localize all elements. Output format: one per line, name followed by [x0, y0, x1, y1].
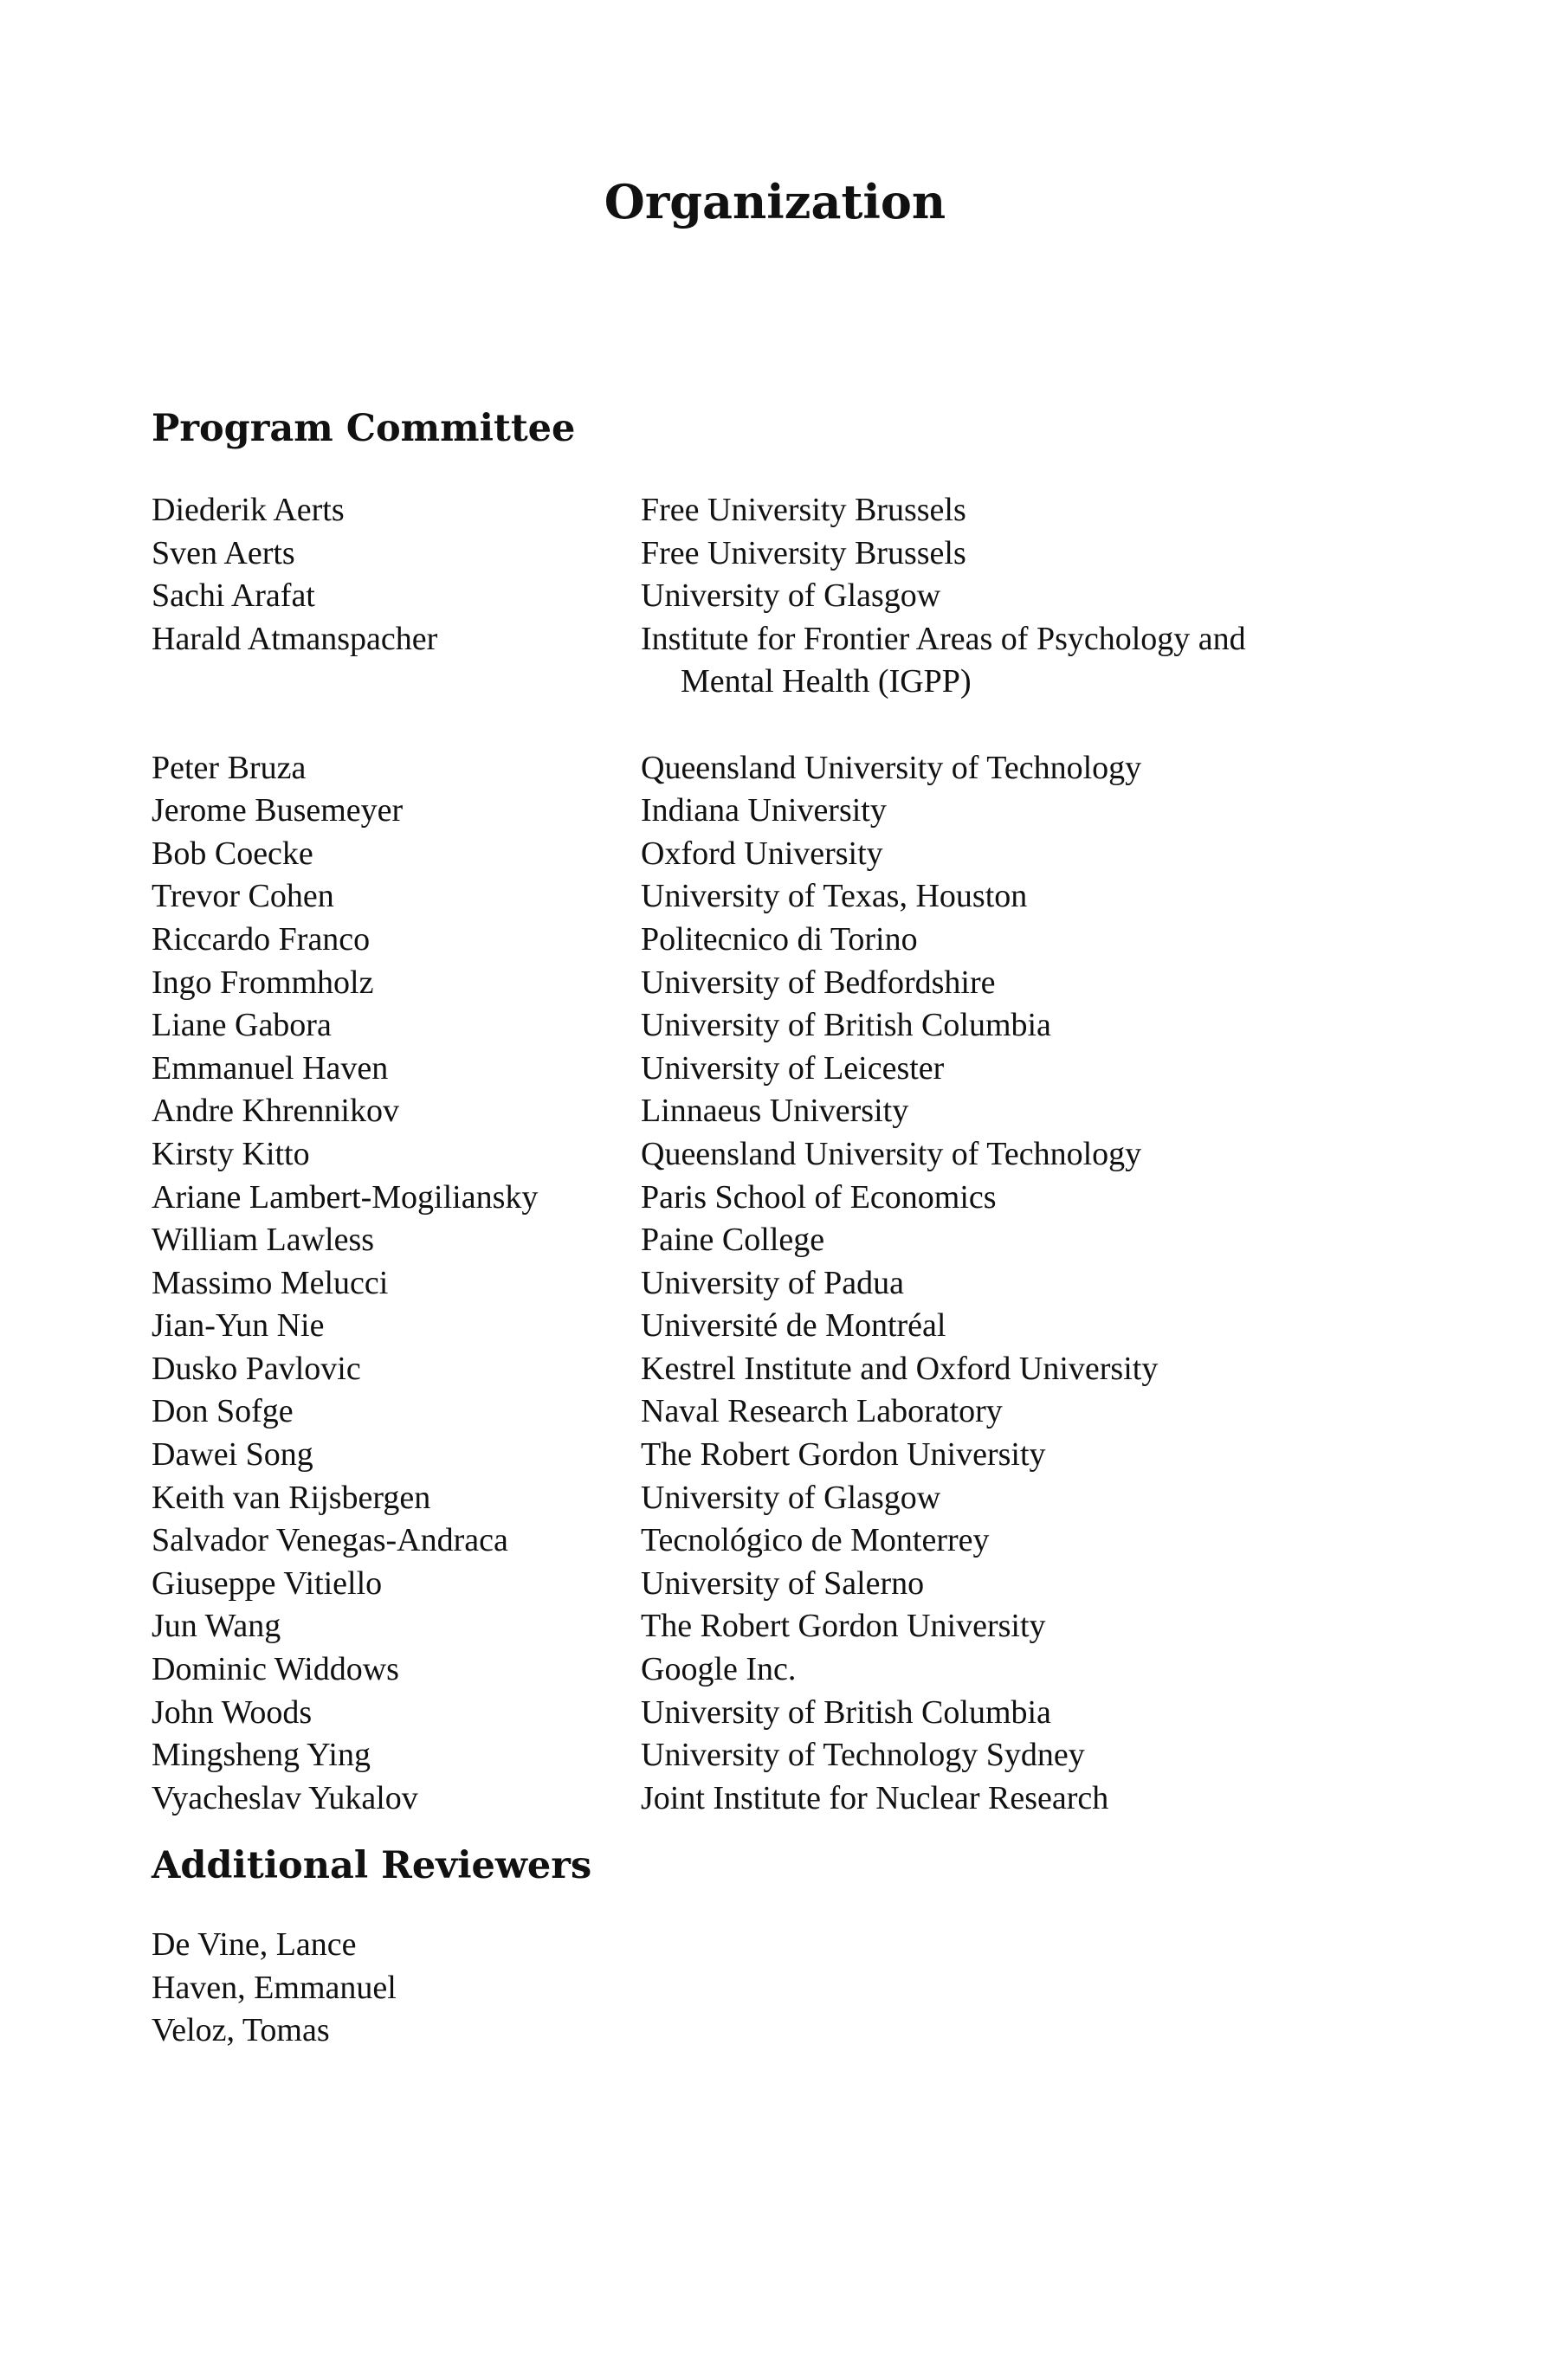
committee-member-row — [152, 1004, 1407, 1048]
committee-member-row — [152, 919, 1407, 962]
member-name: Trevor Cohen — [152, 878, 334, 915]
member-affiliation — [641, 1133, 1407, 1177]
reviewer-name: De Vine, Lance — [152, 1926, 357, 1963]
member-affiliation — [641, 875, 1407, 919]
committee-member-row — [152, 1692, 1407, 1735]
affiliation-line: Joint Institute for Nuclear Research — [641, 1779, 1109, 1816]
affiliation-line: Paris School of Economics — [641, 1178, 997, 1216]
committee-member-row — [152, 833, 1407, 876]
committee-member-row — [152, 1734, 1407, 1777]
committee-member-row — [152, 1305, 1407, 1348]
affiliation-line: University of British Columbia — [641, 1693, 1051, 1731]
reviewer-name: Haven, Emmanuel — [152, 1969, 397, 2006]
committee-member-row — [152, 1262, 1407, 1306]
committee-member-row — [152, 1219, 1407, 1262]
affiliation-line: Naval Research Laboratory — [641, 1393, 1003, 1430]
committee-member-row — [152, 790, 1407, 833]
member-name: Sachi Arafat — [152, 577, 315, 615]
affiliation-line: The Robert Gordon University — [641, 1436, 1046, 1474]
member-affiliation — [641, 1692, 1407, 1735]
affiliation-line: Google Inc. — [641, 1651, 797, 1688]
additional-reviewers-heading: Additional Reviewers — [152, 1844, 592, 1887]
affiliation-line: University of Salerno — [641, 1564, 925, 1602]
member-name: Harald Atmanspacher — [152, 620, 438, 657]
affiliation-line: University of Texas, Houston — [641, 878, 1028, 915]
affiliation-line: Politecnico di Torino — [641, 920, 918, 958]
member-affiliation — [641, 1605, 1407, 1648]
member-affiliation — [641, 1477, 1407, 1520]
member-name: Ariane Lambert-Mogiliansky — [152, 1178, 539, 1216]
member-affiliation — [641, 1090, 1407, 1133]
affiliation-line: University of Bedfordshire — [641, 964, 996, 1001]
program-committee-list — [152, 489, 1407, 1820]
member-affiliation — [641, 489, 1407, 532]
affiliation-line: Kestrel Institute and Oxford University — [641, 1350, 1159, 1387]
affiliation-line: University of Glasgow — [641, 577, 941, 615]
member-name: Massimo Melucci — [152, 1264, 389, 1301]
member-affiliation — [641, 1777, 1407, 1821]
member-name: Peter Bruza — [152, 749, 307, 786]
member-affiliation — [641, 962, 1407, 1005]
member-name: Riccardo Franco — [152, 920, 371, 958]
member-affiliation — [641, 1048, 1407, 1091]
member-name: Kirsty Kitto — [152, 1135, 310, 1172]
affiliation-line: Mental Health (IGPP) — [681, 663, 972, 700]
affiliation-line: The Robert Gordon University — [641, 1608, 1046, 1645]
member-name: Mingsheng Ying — [152, 1737, 371, 1774]
member-name: Sven Aerts — [152, 534, 295, 571]
committee-member-row — [152, 575, 1407, 618]
committee-member-row — [152, 1777, 1407, 1821]
committee-member-row — [152, 1090, 1407, 1133]
committee-member-row — [152, 489, 1407, 532]
member-affiliation — [641, 833, 1407, 876]
member-affiliation — [641, 919, 1407, 962]
member-name: Ingo Frommholz — [152, 964, 374, 1001]
member-affiliation — [641, 575, 1407, 618]
member-name: Dusko Pavlovic — [152, 1350, 361, 1387]
member-name: Diederik Aerts — [152, 492, 345, 528]
affiliation-line: University of Padua — [641, 1264, 904, 1301]
member-name: Jun Wang — [152, 1608, 281, 1645]
committee-member-row — [152, 1605, 1407, 1648]
committee-member-row — [152, 1648, 1407, 1692]
committee-member-row — [152, 1390, 1407, 1434]
member-affiliation — [641, 1434, 1407, 1477]
committee-member-row — [152, 962, 1407, 1005]
member-name: Jerome Busemeyer — [152, 792, 404, 829]
member-name: Dominic Widdows — [152, 1651, 399, 1688]
member-affiliation — [641, 1648, 1407, 1692]
affiliation-line: Linnaeus University — [641, 1093, 909, 1130]
affiliation-line: Indiana University — [641, 792, 887, 829]
affiliation-line: University of Glasgow — [641, 1479, 941, 1516]
committee-member-row — [152, 1133, 1407, 1177]
committee-member-row — [152, 532, 1407, 576]
affiliation-line: Institute for Frontier Areas of Psychology and — [641, 620, 1246, 657]
committee-member-row — [152, 1434, 1407, 1477]
committee-member-row — [152, 1519, 1407, 1563]
committee-member-row — [152, 1177, 1407, 1220]
affiliation-line: Free University Brussels — [641, 534, 966, 571]
member-name: Vyacheslav Yukalov — [152, 1779, 418, 1816]
member-name: Andre Khrennikov — [152, 1093, 399, 1130]
member-affiliation — [641, 1219, 1407, 1262]
member-affiliation — [641, 1262, 1407, 1306]
committee-member-row — [152, 1348, 1407, 1391]
member-name: Emmanuel Haven — [152, 1049, 389, 1087]
member-affiliation — [641, 790, 1407, 833]
member-affiliation — [641, 1177, 1407, 1220]
member-name: William Lawless — [152, 1222, 375, 1259]
member-affiliation — [641, 532, 1407, 576]
affiliation-line: Tecnológico de Monterrey — [641, 1522, 990, 1559]
member-affiliation — [641, 1734, 1407, 1777]
member-affiliation — [641, 1004, 1407, 1048]
member-name: Keith van Rijsbergen — [152, 1479, 431, 1516]
member-affiliation — [641, 1519, 1407, 1563]
member-affiliation — [641, 1563, 1407, 1606]
member-name: Bob Coecke — [152, 835, 313, 872]
member-affiliation — [641, 1305, 1407, 1348]
affiliation-line: Queensland University of Technology — [641, 1135, 1142, 1172]
member-name: Salvador Venegas-Andraca — [152, 1522, 508, 1559]
member-name: Jian-Yun Nie — [152, 1307, 325, 1345]
member-name: Liane Gabora — [152, 1007, 332, 1044]
committee-member-row — [152, 1563, 1407, 1606]
affiliation-line: Free University Brussels — [641, 492, 966, 528]
committee-member-row — [152, 618, 1407, 704]
affiliation-line: University of British Columbia — [641, 1007, 1051, 1044]
member-affiliation — [641, 747, 1407, 790]
member-name: Giuseppe Vitiello — [152, 1564, 383, 1602]
affiliation-line: Université de Montréal — [641, 1307, 946, 1345]
member-name: Dawei Song — [152, 1436, 313, 1474]
committee-member-row — [152, 747, 1407, 790]
member-name: Don Sofge — [152, 1393, 294, 1430]
program-committee-heading: Program Committee — [152, 407, 576, 450]
additional-reviewers-list — [152, 1924, 397, 2053]
page-title: Organization — [604, 174, 946, 229]
member-name: John Woods — [152, 1693, 313, 1731]
member-affiliation — [641, 1348, 1407, 1391]
affiliation-line: Queensland University of Technology — [641, 749, 1142, 786]
committee-member-row — [152, 875, 1407, 919]
reviewer-name: Veloz, Tomas — [152, 2012, 330, 2049]
member-affiliation — [641, 618, 1407, 704]
committee-member-row — [152, 1048, 1407, 1091]
member-affiliation — [641, 1390, 1407, 1434]
committee-member-row — [152, 1477, 1407, 1520]
affiliation-line: Paine College — [641, 1222, 825, 1259]
affiliation-line: University of Leicester — [641, 1049, 945, 1087]
affiliation-line: University of Technology Sydney — [641, 1737, 1085, 1774]
affiliation-line: Oxford University — [641, 835, 883, 872]
